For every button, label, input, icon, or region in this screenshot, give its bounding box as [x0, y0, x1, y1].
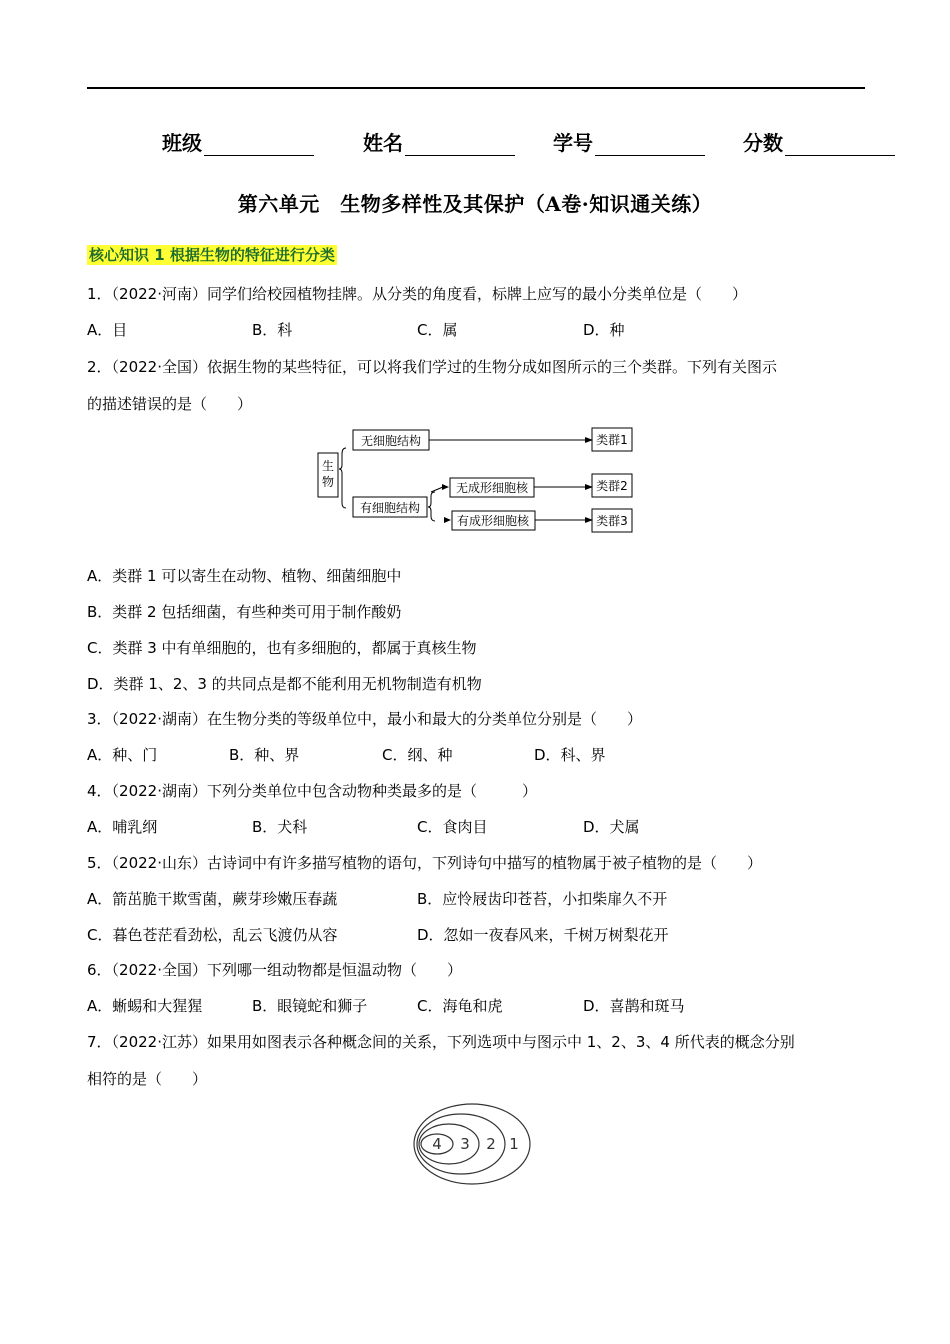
root-label-2: 物: [321, 475, 335, 489]
q6-option-b[interactable]: B．眼镜蛇和狮子: [252, 997, 368, 1015]
q3-option-c[interactable]: C．纲、种: [382, 746, 453, 764]
q2-option-a[interactable]: A．类群 1 可以寄生在动物、植物、细菌细胞中: [87, 567, 402, 585]
question-4-stem: 4．（2022·湖南）下列分类单位中包含动物种类最多的是（ ）: [87, 782, 537, 800]
root-label-1: 生: [321, 459, 335, 473]
ellipse-3: [419, 1124, 479, 1164]
question-7-stem-cont: 相符的是（ ）: [87, 1070, 208, 1088]
question-2-stem: 2．（2022·全国）依据生物的某些特征，可以将我们学过的生物分成如图所示的三个类群。下列有关图示: [87, 358, 777, 376]
score-field[interactable]: 分数: [743, 127, 895, 156]
q4-option-d[interactable]: D．犬属: [583, 818, 640, 836]
section-heading: 核心知识 1 根据生物的特征进行分类: [89, 246, 335, 264]
question-5-stem: 5．（2022·山东）古诗词中有许多描写植物的语句，下列诗句中描写的植物属于被子植物的是（ ）: [87, 854, 762, 872]
group1-label: 类群1: [596, 433, 628, 447]
q2-option-c[interactable]: C．类群 3 中有单细胞的，也有多细胞的，都属于真核生物: [87, 639, 477, 657]
student-id-field[interactable]: 学号: [553, 127, 705, 156]
question-1-stem: 1．（2022·河南）同学们给校园植物挂牌。从分类的角度看，标牌上应写的最小分类单位是（ ）: [87, 285, 747, 303]
q1-option-a[interactable]: A．目: [87, 321, 128, 339]
q3-option-a[interactable]: A．种、门: [87, 746, 158, 764]
q3-option-d[interactable]: D．科、界: [534, 746, 606, 764]
q6-option-c[interactable]: C．海龟和虎: [417, 997, 503, 1015]
q1-option-d[interactable]: D．种: [583, 321, 625, 339]
q6-option-d[interactable]: D．喜鹊和斑马: [583, 997, 685, 1015]
venn-label-1: 1: [509, 1135, 519, 1153]
q4-option-b[interactable]: B．犬科: [252, 818, 308, 836]
q4-option-a[interactable]: A．哺乳纲: [87, 818, 158, 836]
q3-option-b[interactable]: B．种、界: [229, 746, 300, 764]
venn-label-3: 3: [460, 1135, 470, 1153]
question-3-stem: 3．（2022·湖南）在生物分类的等级单位中，最小和最大的分类单位分别是（ ）: [87, 710, 642, 728]
q2-option-b[interactable]: B．类群 2 包括细菌，有些种类可用于制作酸奶: [87, 603, 402, 621]
no-cell-label: 无细胞结构: [360, 434, 422, 448]
name-field[interactable]: 姓名: [363, 127, 515, 156]
class-field[interactable]: 班级: [162, 127, 314, 156]
q1-option-b[interactable]: B．科: [252, 321, 293, 339]
student-info-fields: [0, 127, 950, 157]
nested-concept-diagram: [410, 1100, 540, 1188]
group2-label: 类群2: [596, 479, 628, 493]
q1-option-c[interactable]: C．属: [417, 321, 458, 339]
has-nucleus-label: 有成形细胞核: [456, 514, 530, 528]
group3-label: 类群3: [596, 514, 628, 528]
venn-label-2: 2: [486, 1135, 496, 1153]
question-7-stem: 7．（2022·江苏）如果用如图表示各种概念间的关系，下列选项中与图示中 1、2、3、4 所代表的概念分别: [87, 1033, 795, 1051]
question-2-stem-cont: 的描述错误的是（ ）: [87, 395, 253, 413]
q5-option-d[interactable]: D．忽如一夜春风来，千树万树梨花开: [417, 926, 669, 944]
page-title: 第六单元 生物多样性及其保护（A卷·知识通关练）: [237, 192, 713, 216]
q5-option-c[interactable]: C．暮色苍茫看劲松，乱云飞渡仍从容: [87, 926, 338, 944]
q5-option-b[interactable]: B．应怜屐齿印苍苔，小扣柴扉久不开: [417, 890, 668, 908]
cell-label: 有细胞结构: [359, 501, 421, 515]
question-6-stem: 6．（2022·全国）下列哪一组动物都是恒温动物（ ）: [87, 961, 462, 979]
q2-option-d[interactable]: D．类群 1、2、3 的共同点是都不能利用无机物制造有机物: [87, 675, 482, 693]
q6-option-a[interactable]: A．蜥蜴和大猩猩: [87, 997, 203, 1015]
venn-label-4: 4: [432, 1135, 442, 1153]
no-nucleus-label: 无成形细胞核: [455, 481, 529, 495]
classification-diagram: [315, 420, 640, 538]
header-rule: [87, 87, 865, 89]
q5-option-a[interactable]: A．箭茁脆干欺雪菌，蕨芽珍嫩压春蔬: [87, 890, 338, 908]
q4-option-c[interactable]: C．食肉目: [417, 818, 488, 836]
